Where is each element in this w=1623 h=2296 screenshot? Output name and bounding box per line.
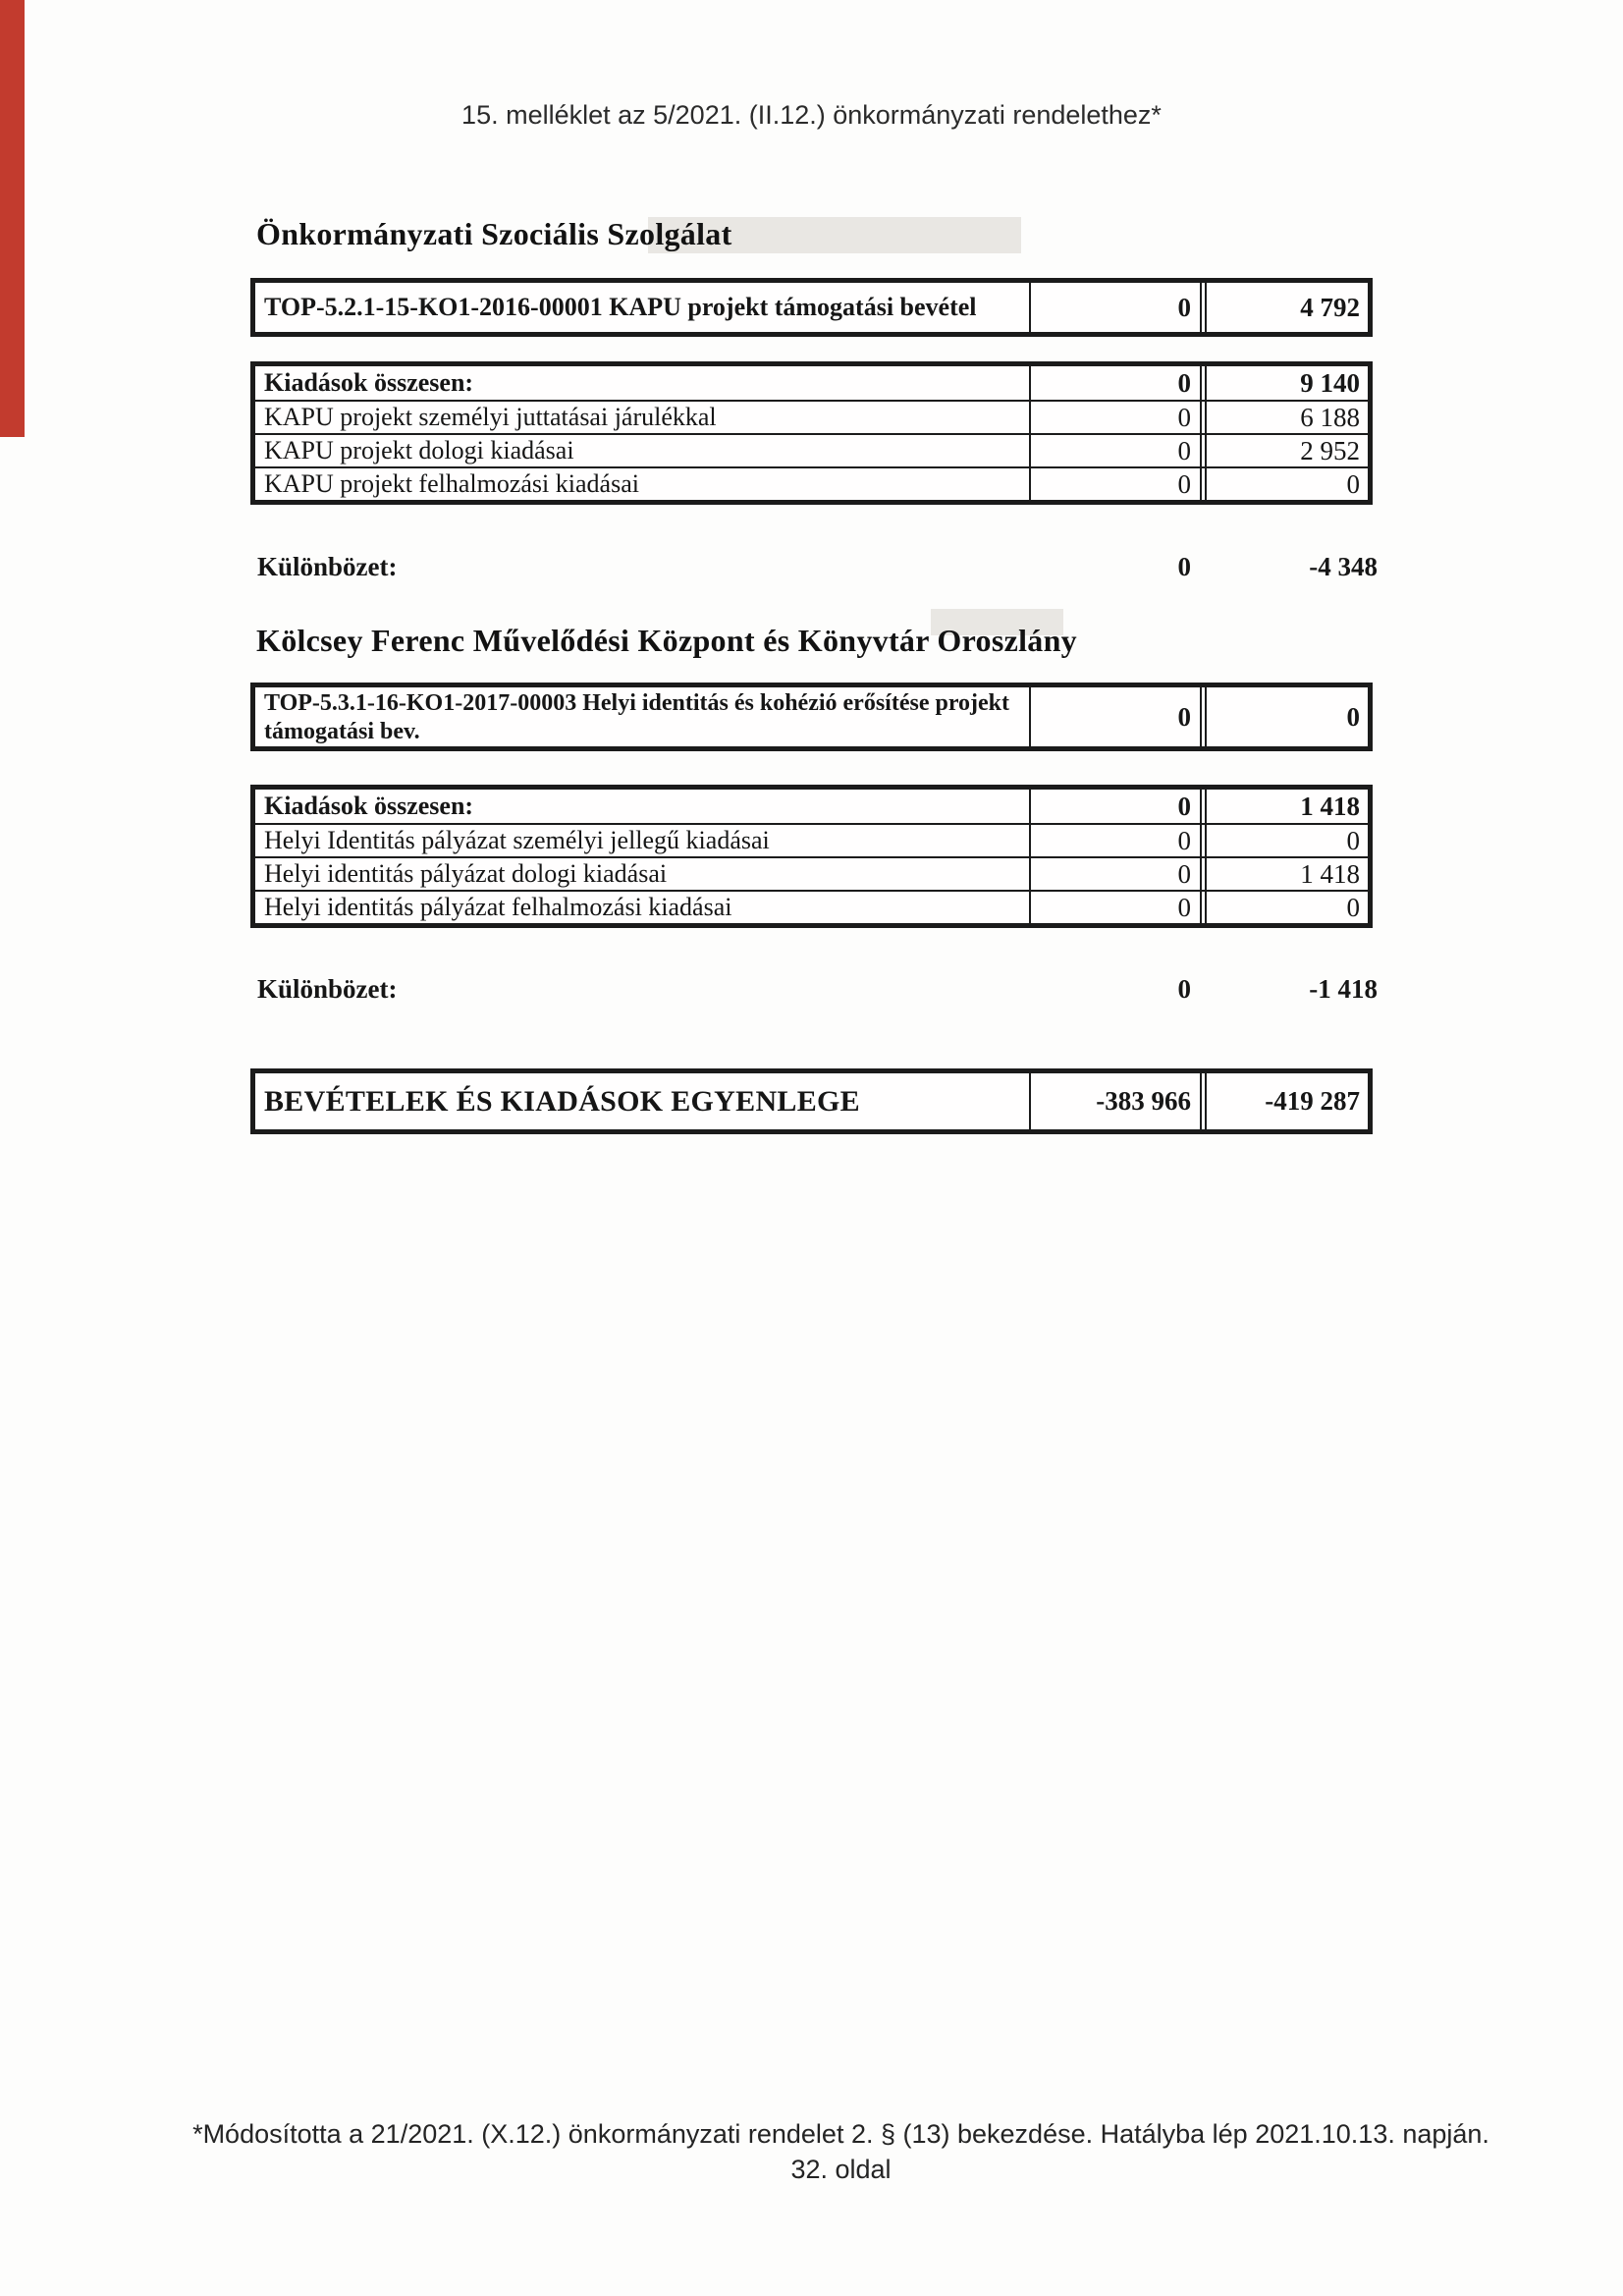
table-row <box>255 366 1368 400</box>
section-title-kolcsey: Kölcsey Ferenc Művelődési Központ és Könyvtár Oroszlány <box>256 623 1077 658</box>
balance-label: BEVÉTELEK ÉS KIADÁSOK EGYENLEGE <box>255 1073 1031 1129</box>
row-label: Kiadások összesen: <box>255 790 1031 823</box>
expense-table-kapu <box>250 361 1373 505</box>
difference-row <box>0 974 1623 1008</box>
table-row <box>255 823 1368 856</box>
expense-table-helyi-identitas <box>250 785 1373 928</box>
value-col2: 9 140 <box>1200 366 1368 400</box>
row-label: TOP-5.3.1-16-KO1-2017-00003 Helyi identitás és kohézió erősítése projekt támogatási bev. <box>264 689 1010 744</box>
value-col2: 0 <box>1200 468 1368 500</box>
value-col1: 0 <box>1177 402 1191 432</box>
value-col1: 0 <box>1177 858 1191 889</box>
value-col1: 0 <box>1177 367 1191 398</box>
difference-label: Különbözet: <box>257 974 398 1004</box>
value-col2: 2 952 <box>1200 435 1368 466</box>
table-row <box>255 890 1368 923</box>
revenue-table-kapu <box>250 278 1373 337</box>
section-title-szocialis-szolgalat: Önkormányzati Szociális Szolgálat <box>256 216 732 251</box>
table-row <box>255 433 1368 466</box>
row-label: KAPU projekt személyi juttatásai járulékkal <box>255 402 1031 433</box>
balance-table <box>250 1068 1373 1134</box>
value-col1: 0 <box>1177 892 1191 922</box>
value-col2: 0 <box>1200 687 1368 746</box>
value-col1: 0 <box>1177 825 1191 855</box>
value-col1: 0 <box>1177 791 1191 821</box>
value-col2: 6 188 <box>1200 402 1368 433</box>
revenue-table-helyi-identitas <box>250 683 1373 751</box>
table-row <box>255 790 1368 823</box>
value-col1: 0 <box>1177 292 1191 322</box>
balance-col1: -383 966 <box>1096 1086 1191 1116</box>
table-row <box>255 1073 1368 1129</box>
footer-amendment-note: *Módosította a 21/2021. (X.12.) önkormányzati rendelet 2. § (13) bekezdése. Hatályba lép 2021.10.13. napján. <box>192 2119 1489 2149</box>
difference-row <box>0 552 1623 585</box>
difference-col1: 0 <box>1177 974 1191 1004</box>
value-col2: 1 418 <box>1200 790 1368 823</box>
table-row <box>255 687 1368 746</box>
value-col2: 0 <box>1200 892 1368 923</box>
row-label: Helyi Identitás pályázat személyi jellegű kiadásai <box>255 825 1031 856</box>
value-col2: 4 792 <box>1200 283 1368 332</box>
row-label: TOP-5.2.1-15-KO1-2016-00001 KAPU projekt támogatási bevétel <box>255 283 1031 332</box>
row-label: Helyi identitás pályázat felhalmozási kiadásai <box>255 892 1031 923</box>
table-row <box>255 283 1368 332</box>
difference-label: Különbözet: <box>257 552 398 581</box>
row-label: Helyi identitás pályázat dologi kiadásai <box>255 858 1031 890</box>
row-label: Kiadások összesen: <box>255 366 1031 400</box>
annex-header-note: 15. melléklet az 5/2021. (II.12.) önkormányzati rendelethez* <box>461 100 1162 130</box>
row-label: KAPU projekt felhalmozási kiadásai <box>255 468 1031 500</box>
balance-col2: -419 287 <box>1200 1073 1368 1129</box>
scan-artifact-red-strip <box>0 0 25 437</box>
value-col1: 0 <box>1177 435 1191 465</box>
row-label: KAPU projekt dologi kiadásai <box>255 435 1031 466</box>
value-col2: 1 418 <box>1200 858 1368 890</box>
value-col1: 0 <box>1177 701 1191 732</box>
difference-col2: -1 418 <box>1309 974 1378 1004</box>
footer-page-number: 32. oldal <box>790 2155 892 2184</box>
difference-col1: 0 <box>1177 552 1191 581</box>
table-row <box>255 466 1368 500</box>
table-row <box>255 400 1368 433</box>
value-col1: 0 <box>1177 468 1191 499</box>
difference-col2: -4 348 <box>1309 552 1378 581</box>
value-col2: 0 <box>1200 825 1368 856</box>
table-row <box>255 856 1368 890</box>
